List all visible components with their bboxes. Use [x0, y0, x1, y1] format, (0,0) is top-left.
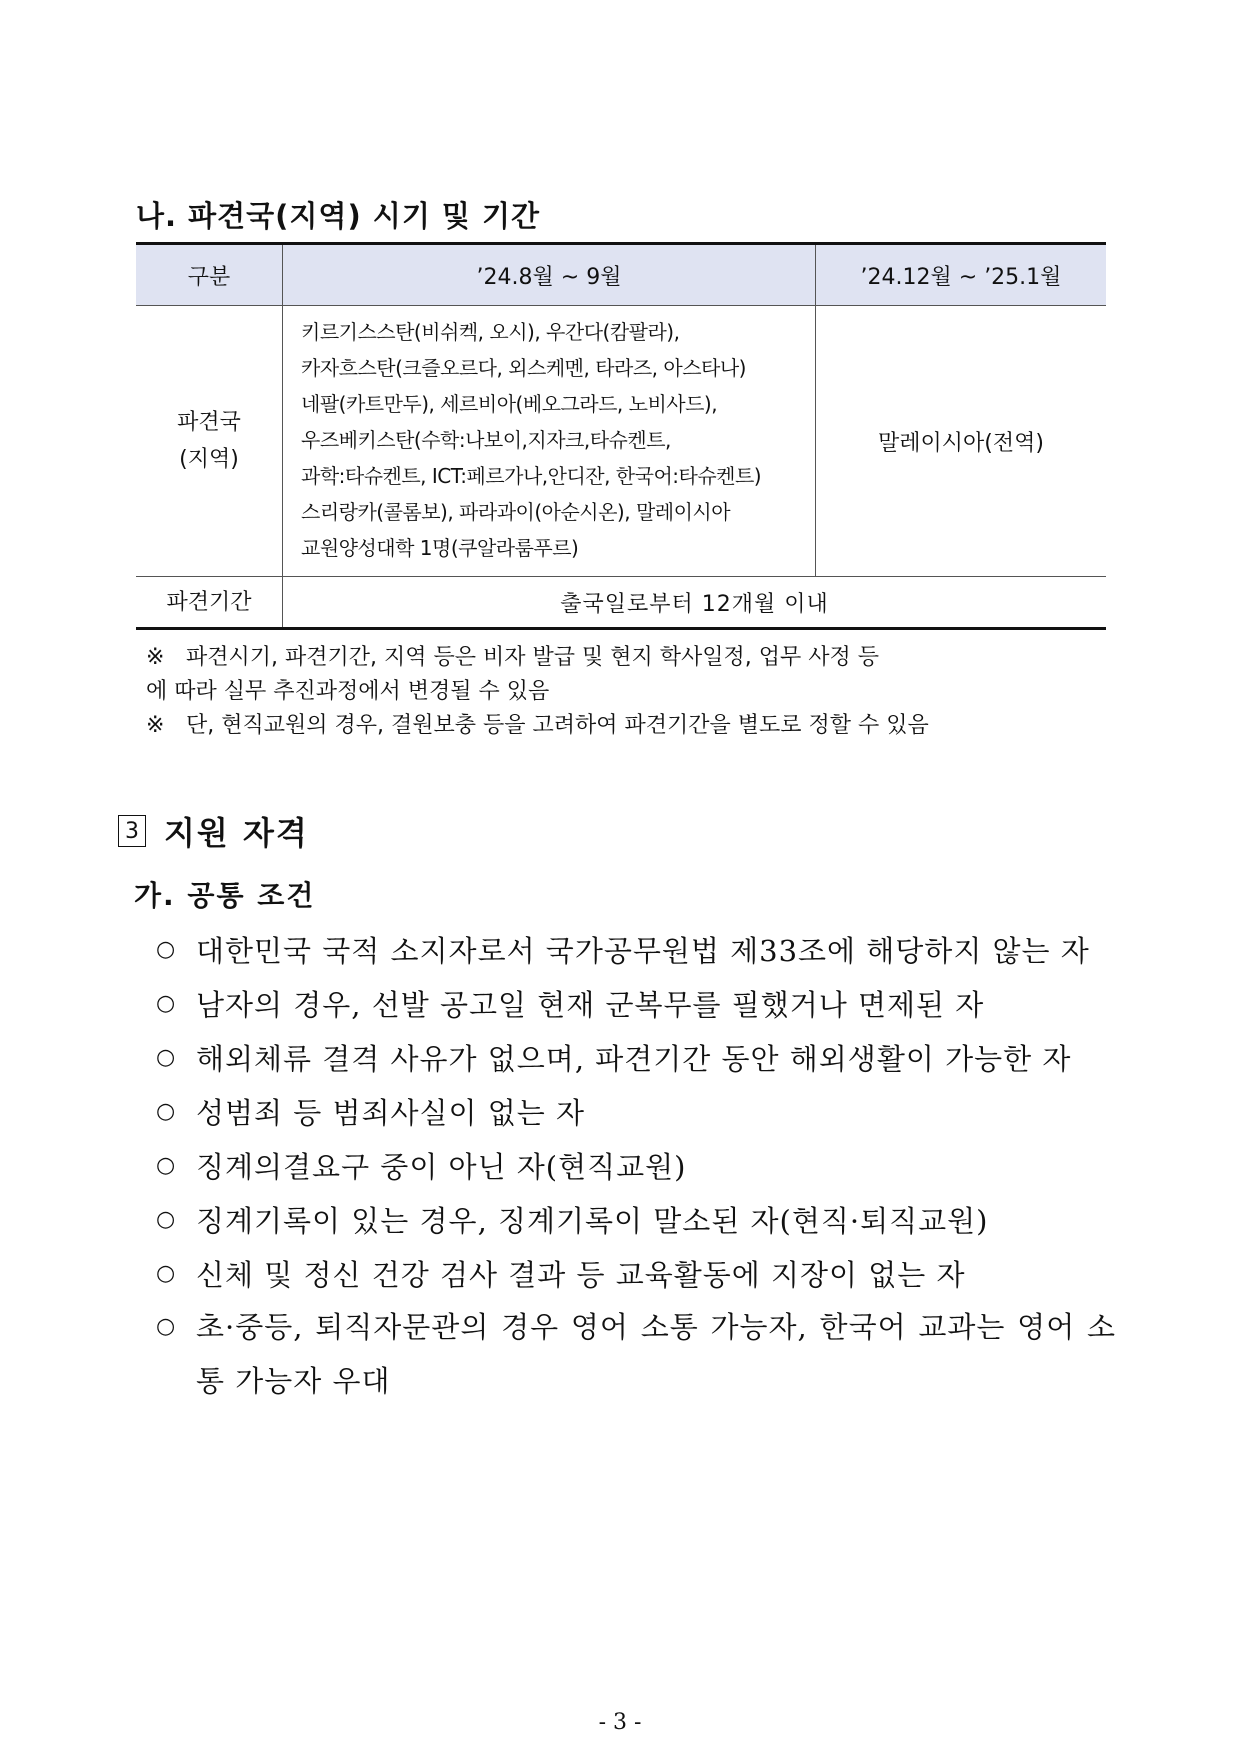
list-item [156, 1246, 1116, 1300]
country-line: 카자흐스탄(크즐오르다, 외스케멘, 타라즈, 아스타나) [301, 356, 746, 380]
section-heading-eligibility [118, 808, 309, 854]
country-line: 우즈베키스탄(수학:나보이,지자크,타슈켄트, [301, 428, 671, 452]
period-value: 출국일로부터 12개월 이내 [283, 577, 1107, 629]
condition-text: 해외체류 결격 사유가 없으며, 파견기간 동안 해외생활이 가능한 자 [196, 1041, 1072, 1076]
condition-text: 남자의 경우, 선발 공고일 현재 군복무를 필했거나 면제된 자 [196, 987, 985, 1022]
country-line: 키르기스스탄(비쉬켁, 오시), 우간다(캄팔라), [301, 320, 680, 344]
header-dec-jan: ’24.12월 ~ ’25.1월 [816, 244, 1107, 306]
circle-bullet-icon: ○ [156, 1206, 176, 1232]
note-item [146, 709, 1111, 743]
note-text: 파견시기, 파견기간, 지역 등은 비자 발급 및 현지 학사일정, 업무 사정 등 [186, 645, 879, 670]
circle-bullet-icon: ○ [156, 1044, 176, 1070]
country-line: 네팔(카트만두), 세르비아(베오그라드, 노비사드), [301, 392, 718, 416]
subsection-title-common: 가. 공통 조건 [134, 879, 316, 912]
section-title-eligibility: 지원 자격 [164, 814, 309, 852]
list-item [156, 1138, 1116, 1192]
section-number-box: 3 [118, 815, 146, 847]
circle-bullet-icon: ○ [156, 1098, 176, 1124]
table-header-row [136, 244, 1106, 306]
period-row-label: 파견기간 [136, 577, 283, 629]
condition-text: 성범죄 등 범죄사실이 없는 자 [196, 1095, 586, 1130]
country-line: 과학:타슈켄트, ICT:페르가나,안디잔, 한국어:타슈켄트) [301, 464, 762, 488]
circle-bullet-icon: ○ [156, 1152, 176, 1178]
list-item [156, 1030, 1116, 1084]
page-number: - 3 - [598, 1710, 642, 1735]
condition-text: 대한민국 국적 소지자로서 국가공무원법 제33조에 해당하지 않는 자 [196, 933, 1090, 968]
circle-bullet-icon: ○ [156, 1260, 176, 1286]
list-item [156, 1192, 1116, 1246]
circle-bullet-icon: ○ [156, 936, 176, 962]
country-label-line: (지역) [179, 447, 239, 472]
condition-text: 초·중등, 퇴직자문관의 경우 영어 소통 가능자, 한국어 교과는 영어 소통 가능자 우대 [196, 1310, 1116, 1398]
list-item [156, 1300, 1116, 1408]
condition-text: 징계기록이 있는 경우, 징계기록이 말소된 자(현직·퇴직교원) [196, 1203, 989, 1238]
circle-bullet-icon: ○ [156, 1314, 176, 1339]
note-text: 단, 현직교원의 경우, 결원보충 등을 고려하여 파견기간을 별도로 정할 수 있음 [186, 713, 929, 738]
condition-list [156, 922, 1116, 1408]
country-dec-jan: 말레이시아(전역) [816, 306, 1107, 577]
condition-text: 징계의결요구 중이 아닌 자(현직교원) [196, 1149, 687, 1184]
country-line: 스리랑카(콜롬보), 파라과이(아순시온), 말레이시아 [301, 500, 731, 524]
country-label-line: 파견국 [177, 410, 241, 435]
country-list-aug-sep [283, 306, 816, 577]
header-aug-sep: ’24.8월 ~ 9월 [283, 244, 816, 306]
table-row-period [136, 577, 1106, 629]
condition-text: 신체 및 정신 건강 검사 결과 등 교육활동에 지장이 없는 자 [196, 1257, 966, 1292]
country-line: 교원양성대학 1명(쿠알라룸푸르) [301, 536, 579, 560]
list-item [156, 1084, 1116, 1138]
note-text-continued: 에 따라 실무 추진과정에서 변경될 수 있음 [146, 679, 550, 704]
table-row-country [136, 306, 1106, 577]
country-row-label [136, 306, 283, 577]
circle-bullet-icon: ○ [156, 990, 176, 1016]
note-mark: ※ [146, 645, 165, 670]
notes [146, 641, 1111, 743]
header-category: 구분 [136, 244, 283, 306]
note-item [146, 641, 1111, 675]
dispatch-table [136, 242, 1106, 630]
list-item [156, 976, 1116, 1030]
list-item [156, 922, 1116, 976]
section-title-dispatch: 나. 파견국(지역) 시기 및 기간 [136, 199, 541, 233]
note-mark: ※ [146, 713, 165, 738]
